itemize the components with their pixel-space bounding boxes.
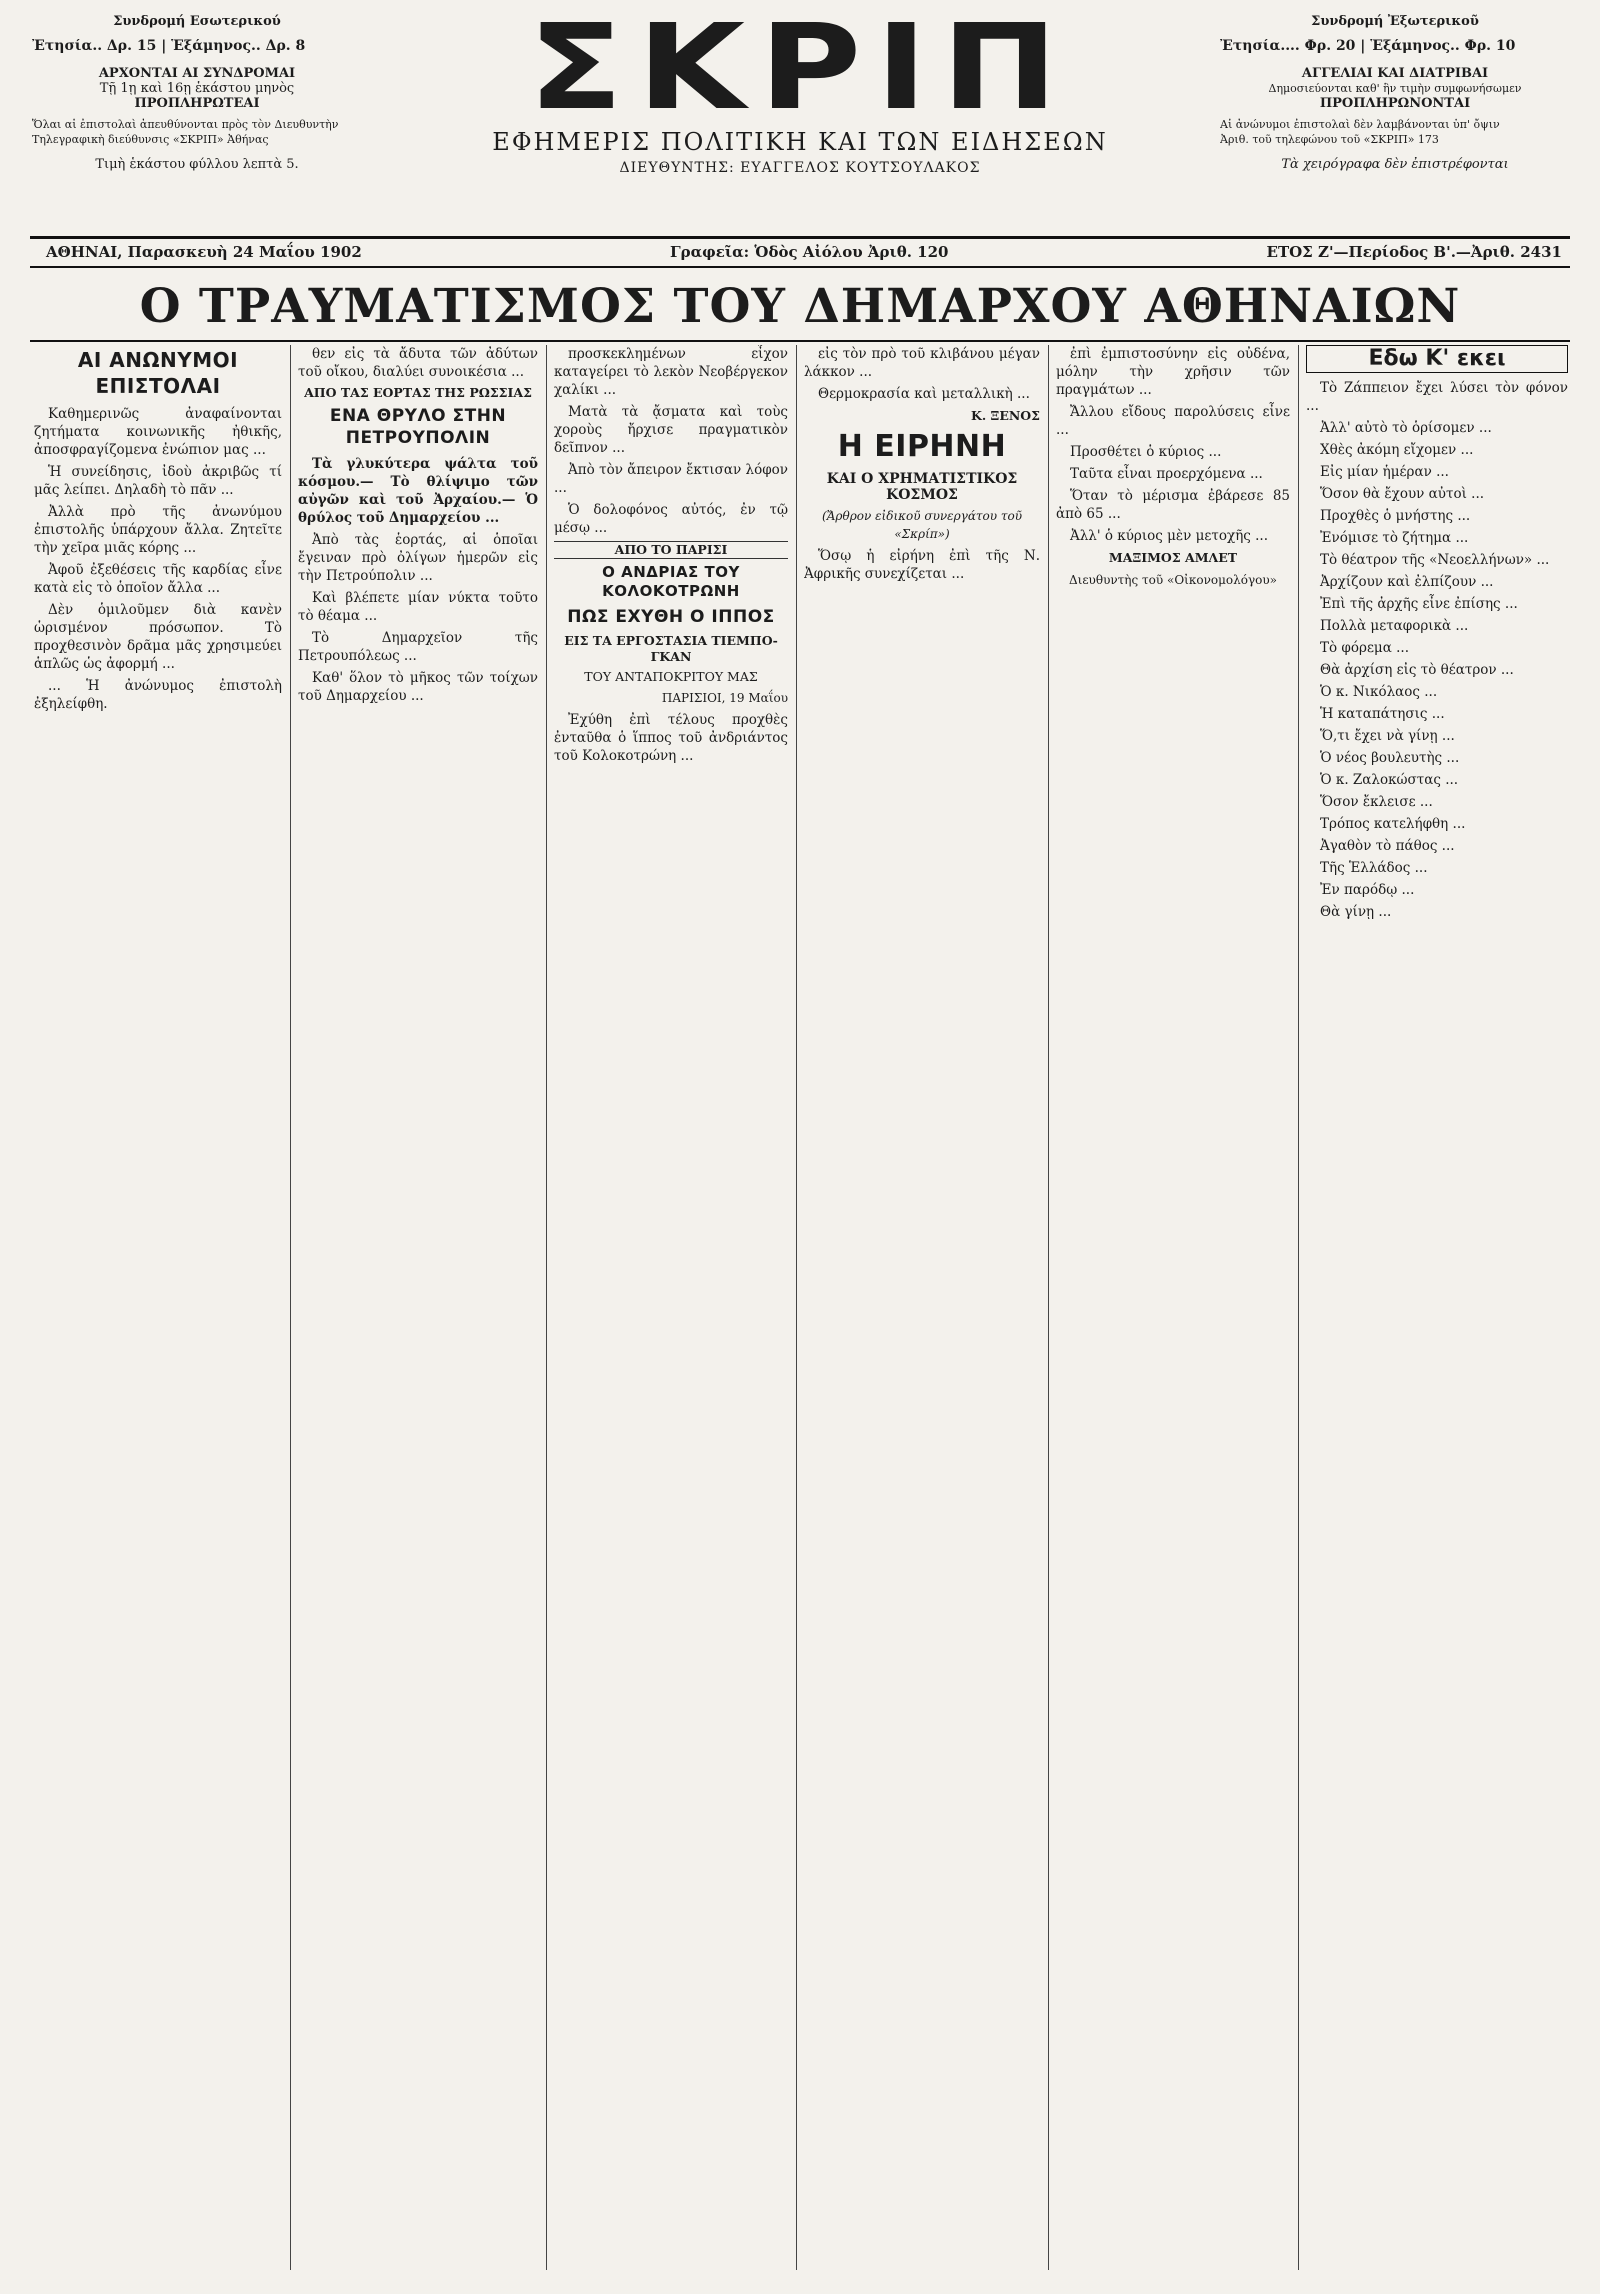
paragraph: Καὶ βλέπετε μίαν νύκτα τοῦτο τὸ θέαμα ... bbox=[298, 590, 538, 624]
paragraph: ... Ἡ ἀνώνυμος ἐπιστολὴ ἐξηλείφθη. bbox=[34, 678, 282, 712]
article-subtitle: ΚΑΙ Ο ΧΡΗΜΑΤΙΣΤΙΚΟΣ ΚΟΣΜΟΣ bbox=[826, 471, 1018, 503]
column-2 bbox=[298, 345, 538, 2270]
column-divider bbox=[290, 345, 291, 2270]
column-4 bbox=[804, 345, 1040, 2270]
news-item: Εἰς μίαν ἡμέραν ... bbox=[1320, 464, 1449, 480]
paragraph: Ἄλλου εἴδους παρολύσεις εἶνε ... bbox=[1056, 404, 1290, 438]
news-item: Τὸ Ζάππειον ἔχει λύσει τὸν φόνον ... bbox=[1306, 380, 1568, 414]
article-note: (Ἄρθρον εἰδικοῦ συνεργάτου τοῦ «Σκρίπ») bbox=[821, 509, 1023, 541]
article-title-petroupolis: ΕΝΑ ΘΡΥΛΟ ΣΤΗΝ ΠΕΤΡΟΥΠΟΛΙΝ bbox=[329, 406, 507, 448]
paragraph: Τὰ γλυκύτερα ψάλτα τοῦ κόσμου.— Τὸ θλίψιμο τῶν αὐγῶν καὶ τοῦ Ἀρχαίου.— Ὁ θρύλος τοῦ Δημαρχείου ... bbox=[298, 456, 538, 526]
section-heading: ΑΠΟ ΤΑΣ ΕΟΡΤΑΣ ΤΗΣ ΡΩΣΣΙΑΣ bbox=[304, 385, 532, 400]
info-bar bbox=[30, 241, 1570, 263]
column-title-here-and-there: Εδω Κ' εκει bbox=[1306, 345, 1568, 373]
paragraph: Ἀπὸ τὸν ἄπειρον ἔκτισαν λόφον ... bbox=[554, 462, 788, 496]
article-title-peace: Η ΕΙΡΗΝΗ bbox=[837, 429, 1007, 464]
news-item: Ὁ κ. Νικόλαος ... bbox=[1320, 684, 1438, 700]
news-item: Τῆς Ἑλλάδος ... bbox=[1320, 860, 1428, 876]
column-6 bbox=[1306, 345, 1568, 2270]
right-ear-line3: ΑΓΓΕΛΙΑΙ ΚΑΙ ΔΙΑΤΡΙΒΑΙ bbox=[1301, 66, 1489, 81]
paragraph: Δὲν ὁμιλοῦμεν διὰ κανὲν ὡρισμένον πρόσωπον. Τὸ προχθεσινὸν δρᾶμα μᾶς χρησιμεύει ἁπλῶς ὡς ἀφορμή ... bbox=[34, 602, 282, 672]
news-item: Θὰ ἀρχίση εἰς τὸ θέατρον ... bbox=[1320, 662, 1514, 678]
signature: Κ. ΞΕΝΟΣ bbox=[970, 408, 1040, 423]
signature: ΜΑΞΙΜΟΣ ΑΜΛΕΤ bbox=[1108, 550, 1238, 565]
paragraph: Ἀλλὰ πρὸ τῆς ἀνωνύμου ἐπιστολῆς ὑπάρχουν ἄλλα. Ζητεῖτε τὴν χεῖρα μιᾶς κόρης ... bbox=[34, 504, 282, 556]
paragraph: Θερμοκρασία καὶ μεταλλικὴ ... bbox=[818, 386, 1030, 402]
paragraph: προσκεκλημένων εἶχον καταγείρει τὸ λεκὸν Νεοβέργεκον χαλίκι ... bbox=[554, 346, 788, 398]
column-divider bbox=[546, 345, 547, 2270]
news-item: Θὰ γίνῃ ... bbox=[1320, 904, 1392, 920]
paragraph: εἰς τὸν πρὸ τοῦ κλιβάνου μέγαν λάκκον ... bbox=[804, 346, 1040, 380]
left-ear-line8: Τιμὴ ἑκάστου φύλλου λεπτὰ 5. bbox=[95, 157, 299, 172]
news-item: Ὅσον ἔκλεισε ... bbox=[1320, 794, 1433, 810]
article-subtitle: ΠΩΣ ΕΧΥΘΗ Ο ΙΠΠΟΣ bbox=[567, 607, 775, 627]
headline-rule bbox=[30, 340, 1570, 342]
section-heading: ΑΠΟ ΤΟ ΠΑΡΙΣΙ bbox=[554, 541, 788, 559]
news-item: Ἀλλ' αὐτὸ τὸ ὁρίσομεν ... bbox=[1320, 420, 1492, 436]
paragraph: Ἡ συνείδησις, ἰδοὺ ἀκριβῶς τί μᾶς λείπει. Δηλαδὴ τὸ πᾶν ... bbox=[34, 464, 282, 498]
right-ear-line2: Ἐτησία.... Φρ. 20 | Ἑξάμηνος.. Φρ. 10 bbox=[1220, 39, 1516, 54]
left-ear-line2: Ἐτησία.. Δρ. 15 | Ἑξάμηνος.. Δρ. 8 bbox=[32, 39, 306, 54]
news-item: Τὸ θέατρον τῆς «Νεοελλήνων» ... bbox=[1320, 552, 1550, 568]
left-ear-line7: Τηλεγραφικὴ διεύθυνσις «ΣΚΡΙΠ» Ἀθήνας bbox=[32, 133, 269, 146]
column-3 bbox=[554, 345, 788, 2270]
column-1 bbox=[34, 345, 282, 2270]
left-ear-line5: ΠΡΟΠΛΗΡΩΤΕΑΙ bbox=[134, 96, 260, 111]
masthead bbox=[470, 0, 1130, 176]
left-ear-line6: Ὅλαι αἱ ἐπιστολαὶ ἀπευθύνονται πρὸς τὸν Διευθυντὴν bbox=[32, 118, 339, 131]
paragraph: Τὸ Δημαρχεῖον τῆς Πετρουπόλεως ... bbox=[298, 630, 538, 664]
left-ear bbox=[32, 14, 362, 172]
paragraph: Ὅσῳ ἡ εἰρήνη ἐπὶ τῆς Ν. Ἀφρικῆς συνεχίζεται ... bbox=[804, 548, 1040, 582]
right-ear-line6: Αἱ ἀνώνυμοι ἐπιστολαὶ δὲν λαμβάνονται ὑπ' ὄψιν bbox=[1220, 118, 1500, 131]
column-divider bbox=[1048, 345, 1049, 2270]
news-item: Ὅ,τι ἔχει νὰ γίνῃ ... bbox=[1320, 728, 1455, 744]
newspaper-subtitle: ΕΦΗΜΕΡΙΣ ΠΟΛΙΤΙΚΗ ΚΑΙ ΤΩΝ ΕΙΔΗΣΕΩΝ bbox=[492, 128, 1108, 156]
news-item: Ἐνόμισε τὸ ζήτημα ... bbox=[1320, 530, 1469, 546]
column-divider bbox=[796, 345, 797, 2270]
news-item: Ἀγαθὸν τὸ πάθος ... bbox=[1320, 838, 1455, 854]
paragraph: Καθ' ὅλον τὸ μῆκος τῶν τοίχων τοῦ Δημαρχείου ... bbox=[298, 670, 538, 704]
right-ear-line8: Τὰ χειρόγραφα δὲν ἐπιστρέφονται bbox=[1281, 157, 1509, 172]
left-ear-line1: Συνδρομή Εσωτερικού bbox=[113, 14, 281, 29]
paragraph: Καθημερινῶς ἀναφαίνονται ζητήματα κοινωνικῆς ἠθικῆς, ἀποσφραγίζομενα ἐνώπιον μας ... bbox=[34, 406, 282, 458]
paragraph: Ταῦτα εἶναι προερχόμενα ... bbox=[1070, 466, 1263, 482]
article-title-kolokotronis: Ο ΑΝΔΡΙΑΣ ΤΟΥ ΚΟΛΟΚΟΤΡΩΝΗ bbox=[602, 563, 740, 600]
paragraph: Ἀπὸ τὰς ἑορτάς, αἱ ὁποῖαι ἔγειναν πρὸ ὀλίγων ἡμερῶν εἰς τὴν Πετρούπολιν ... bbox=[298, 532, 538, 584]
news-item: Πολλὰ μεταφορικὰ ... bbox=[1320, 618, 1469, 634]
paragraph: Ματὰ τὰ ᾄσματα καὶ τοὺς χοροὺς ἤρχισε πραγματικὸν δεῖπνον ... bbox=[554, 404, 788, 456]
paragraph: θεν εἰς τὰ ἄδυτα τῶν ἀδύτων τοῦ οἴκου, διαλύει συνοικέσια ... bbox=[298, 346, 538, 380]
paragraph: Ἐχύθη ἐπὶ τέλους προχθὲς ἐνταῦθα ὁ ἵππος τοῦ ἀνδριάντος τοῦ Κολοκοτρώνη ... bbox=[554, 712, 788, 764]
main-headline: Ο ΤΡΑΥΜΑΤΙΣΜΟΣ ΤΟΥ ΔΗΜΑΡΧΟΥ ΑΘΗΝΑΙΩΝ bbox=[139, 279, 1461, 334]
paragraph: Ἀφοῦ ἐξεθέσεις τῆς καρδίας εἶνε κατὰ εἰς τὸ ὁποῖον ἄλλα ... bbox=[34, 562, 282, 596]
left-ear-line3: ΑΡΧΟΝΤΑΙ ΑΙ ΣΥΝΔΡΟΜΑΙ bbox=[98, 66, 296, 81]
news-item: Προχθὲς ὁ μνήστης ... bbox=[1320, 508, 1471, 524]
paragraph: Προσθέτει ὁ κύριος ... bbox=[1070, 444, 1222, 460]
news-item: Ἐν παρόδῳ ... bbox=[1320, 882, 1415, 898]
dateline: ΠΑΡΙΣΙΟΙ, 19 Μαΐου bbox=[661, 691, 788, 705]
left-ear-line4: Τῇ 1ῃ καὶ 16ῃ ἑκάστου μηνὸς bbox=[99, 81, 295, 96]
right-ear-line4: Δημοσιεύονται καθ' ἣν τιμὴν συμφωνήσωμεν bbox=[1268, 82, 1522, 95]
newspaper-name: ΣΚΡΙΠ bbox=[527, 0, 1073, 136]
article-subtitle: ΤΟΥ ΑΝΤΑΠΟΚΡΙΤΟΥ ΜΑΣ bbox=[584, 669, 758, 684]
news-item: Ἡ καταπάτησις ... bbox=[1320, 706, 1445, 722]
news-item: Ὁ κ. Ζαλοκώστας ... bbox=[1320, 772, 1459, 788]
right-ear-line1: Συνδρομή Ἐξωτερικοῦ bbox=[1311, 14, 1479, 29]
news-items-list bbox=[1306, 379, 1568, 921]
office-address: Γραφεῖα: Ὁδὸς Αἰόλου Ἀριθ. 120 bbox=[670, 243, 949, 261]
news-item: Χθὲς ἀκόμη εἴχομεν ... bbox=[1320, 442, 1474, 458]
news-item: Τὸ φόρεμα ... bbox=[1320, 640, 1409, 656]
info-rule bbox=[30, 266, 1570, 268]
news-item: Ὅσον θὰ ἔχουν αὐτοὶ ... bbox=[1320, 486, 1485, 502]
right-ear-line7: Ἀριθ. τοῦ τηλεφώνου τοῦ «ΣΚΡΙΠ» 173 bbox=[1220, 133, 1439, 146]
right-ear-line5: ΠΡΟΠΛΗΡΩΝΟΝΤΑΙ bbox=[1319, 96, 1471, 111]
column-divider bbox=[1298, 345, 1299, 2270]
news-item: Ὁ νέος βουλευτὴς ... bbox=[1320, 750, 1460, 766]
signature-role: Διευθυντὴς τοῦ «Οἰκονομολόγου» bbox=[1068, 573, 1278, 587]
paragraph: Ὁ δολοφόνος αὐτός, ἐν τῷ μέσῳ ... bbox=[554, 502, 788, 536]
top-rule bbox=[30, 236, 1570, 239]
right-ear bbox=[1220, 14, 1570, 172]
column-5 bbox=[1056, 345, 1290, 2270]
news-item: Τρόπος κατελήφθη ... bbox=[1320, 816, 1466, 832]
news-item: Ἀρχίζουν καὶ ἐλπίζουν ... bbox=[1320, 574, 1494, 590]
news-item: Ἐπὶ τῆς ἀρχῆς εἶνε ἐπίσης ... bbox=[1320, 596, 1518, 612]
paragraph: Ὅταν τὸ μέρισμα ἐβάρεσε 85 ἀπὸ 65 ... bbox=[1056, 488, 1290, 522]
paragraph: Ἀλλ' ὁ κύριος μὲν μετοχῆς ... bbox=[1070, 528, 1269, 544]
article-title-anonymous-letters: ΑΙ ΑΝΩΝΥΜΟΙ ΕΠΙΣΤΟΛΑΙ bbox=[77, 348, 239, 398]
paragraph: ἐπὶ ἐμπιστοσύνην εἰς οὐδένα, μόλην τὴν χρῆσιν τῶν πραγμάτων ... bbox=[1056, 346, 1290, 398]
article-subtitle: ΕΙΣ ΤΑ ΕΡΓΟΣΤΑΣΙΑ ΤΙΕΜΠΟ-ΓΚΑΝ bbox=[564, 633, 778, 664]
issue-number: ΕΤΟΣ Ζ'—Περίοδος Β'.—Ἀριθ. 2431 bbox=[1266, 243, 1562, 261]
issue-date: ΑΘΗΝΑΙ, Παρασκευὴ 24 Μαΐου 1902 bbox=[46, 243, 362, 261]
director-line: ΔΙΕΥΘΥΝΤΗΣ: ΕΥΑΓΓΕΛΟΣ ΚΟΥΤΣΟΥΛΑΚΟΣ bbox=[619, 160, 981, 176]
